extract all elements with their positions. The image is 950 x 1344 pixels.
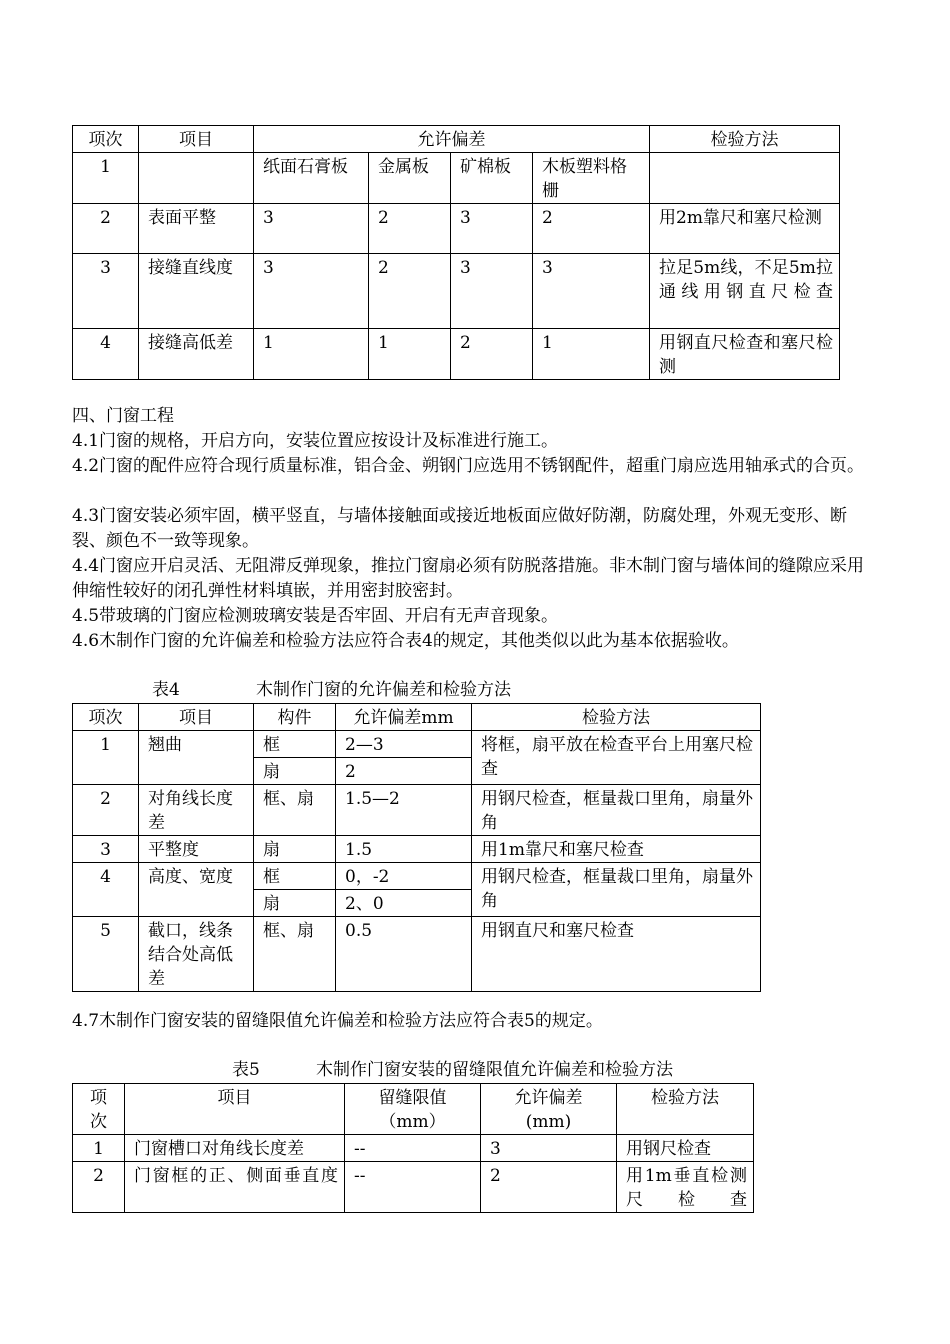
header-cell: 允许偏差mm (336, 704, 472, 731)
header-cell: 项目 (139, 126, 254, 153)
header-cell: 检验方法 (617, 1084, 754, 1135)
row-number: 3 (73, 254, 139, 329)
value-cell: 1 (369, 329, 451, 380)
value-cell: 2 (369, 204, 451, 254)
table-row (73, 1162, 754, 1213)
paragraph: 4.2门窗的配件应符合现行质量标准，铝合金、朔钢门应选用不锈钢配件，超重门扇应选用轴承式的合页。 (72, 456, 865, 476)
deviation-cell: 0，-2 (336, 863, 472, 890)
table-caption-title: 木制作门窗安装的留缝限值允许偏差和检验方法 (316, 1060, 673, 1080)
item-cell: 对角线长度差 (139, 785, 254, 836)
header-cell: 允许偏差 (254, 126, 650, 153)
row-number: 1 (73, 153, 139, 204)
item-cell: 门窗槽口对角线长度差 (125, 1135, 345, 1162)
part-cell: 框、扇 (254, 785, 336, 836)
table-row (73, 1135, 754, 1162)
header-cell: 项次 (73, 126, 139, 153)
table-caption-title: 木制作门窗的允许偏差和检验方法 (256, 680, 511, 700)
row-number: 1 (73, 731, 139, 785)
header-cell: 项次 (73, 1084, 125, 1135)
part-cell: 框 (254, 731, 336, 758)
part-cell: 扇 (254, 890, 336, 917)
table-row (73, 836, 761, 863)
method-cell: 用钢尺检查，框量裁口里角，扇量外角 (472, 785, 761, 836)
table-caption-number: 表4 (152, 680, 180, 700)
deviation-cell: 1.5—2 (336, 785, 472, 836)
method-cell: 拉足5m线，不足5m拉通线用钢直尺检查 (650, 254, 840, 329)
material-cell: 纸面石膏板 (254, 153, 369, 204)
value-cell: 2 (533, 204, 650, 254)
row-number: 4 (73, 329, 139, 380)
deviation-cell: 2、0 (336, 890, 472, 917)
gap-limit-table (72, 1083, 754, 1213)
value-cell: 1 (254, 329, 369, 380)
part-cell: 框、扇 (254, 917, 336, 992)
item-cell: 门窗框的正、侧面垂直度 (125, 1162, 345, 1213)
item-cell: 接缝高低差 (139, 329, 254, 380)
material-cell: 金属板 (369, 153, 451, 204)
material-cell: 矿棉板 (451, 153, 533, 204)
header-line: (mm) (525, 1112, 572, 1132)
paragraph: 4.4门窗应开启灵活、无阻滞反弹现象，推拉门窗扇必须有防脱落措施。非木制门窗与墙体间的缝隙应采用伸缩性较好的闭孔弹性材料填嵌，并用密封胶密封。 (72, 556, 865, 601)
header-cell: 项目 (125, 1084, 345, 1135)
part-cell: 扇 (254, 836, 336, 863)
limit-cell: -- (345, 1135, 481, 1162)
header-cell: 构件 (254, 704, 336, 731)
table-row (73, 204, 840, 254)
header-cell: 项目 (139, 704, 254, 731)
row-number: 4 (73, 863, 139, 917)
item-cell: 翘曲 (139, 731, 254, 785)
table-row (73, 917, 761, 992)
header-cell: 检验方法 (650, 126, 840, 153)
row-number: 3 (73, 836, 139, 863)
item-cell (139, 153, 254, 204)
deviation-cell: 2 (336, 758, 472, 785)
paragraph: 4.6木制作门窗的允许偏差和检验方法应符合表4的规定，其他类似以此为基本依据验收。 (72, 631, 739, 651)
item-cell: 表面平整 (139, 204, 254, 254)
table-header-row (73, 1084, 754, 1135)
method-cell: 用钢尺检查，框量裁口里角，扇量外角 (472, 863, 761, 917)
table-row (73, 731, 761, 758)
limit-cell: -- (345, 1162, 481, 1213)
method-cell: 用1m垂直检测尺检查 (617, 1162, 754, 1213)
value-cell: 1 (533, 329, 650, 380)
method-cell: 用2m靠尺和塞尺检测 (650, 204, 840, 254)
deviation-cell: 0.5 (336, 917, 472, 992)
method-cell: 用钢尺检查 (617, 1135, 754, 1162)
value-cell: 3 (254, 254, 369, 329)
tolerance-table-ceiling (72, 125, 840, 380)
deviation-cell: 3 (481, 1135, 617, 1162)
tolerance-table-wood-doors (72, 703, 761, 992)
method-cell: 用1m靠尺和塞尺检查 (472, 836, 761, 863)
row-number: 2 (73, 1162, 125, 1213)
table-header-row (73, 704, 761, 731)
table-header-row (73, 126, 840, 153)
value-cell: 2 (369, 254, 451, 329)
method-cell: 将框，扇平放在检查平台上用塞尺检查 (472, 731, 761, 785)
table-row (73, 329, 840, 380)
paragraph: 4.1门窗的规格，开启方向，安装位置应按设计及标准进行施工。 (72, 431, 559, 451)
deviation-cell: 2—3 (336, 731, 472, 758)
value-cell: 3 (533, 254, 650, 329)
deviation-cell: 2 (481, 1162, 617, 1213)
header-cell (345, 1084, 481, 1135)
method-cell (650, 153, 840, 204)
value-cell: 3 (451, 204, 533, 254)
deviation-cell: 1.5 (336, 836, 472, 863)
item-cell: 平整度 (139, 836, 254, 863)
material-cell: 木板塑料格栅 (533, 153, 650, 204)
table-row (73, 785, 761, 836)
method-cell: 用钢直尺检查和塞尺检测 (650, 329, 840, 380)
row-number: 1 (73, 1135, 125, 1162)
value-cell: 3 (254, 204, 369, 254)
paragraph: 4.7木制作门窗安装的留缝限值允许偏差和检验方法应符合表5的规定。 (72, 1011, 603, 1031)
part-cell: 框 (254, 863, 336, 890)
paragraph: 4.5带玻璃的门窗应检测玻璃安装是否牢固、开启有无声音现象。 (72, 606, 559, 626)
table-caption-number: 表5 (232, 1060, 260, 1080)
row-number: 2 (73, 204, 139, 254)
part-cell: 扇 (254, 758, 336, 785)
header-cell: 检验方法 (472, 704, 761, 731)
row-number: 5 (73, 917, 139, 992)
section-title: 四、门窗工程 (72, 406, 174, 426)
header-line: 留缝限值 (378, 1088, 447, 1108)
header-line: （mm） (379, 1112, 446, 1132)
item-cell: 截口，线条结合处高低差 (139, 917, 254, 992)
header-line: 允许偏差 (514, 1088, 583, 1108)
header-cell (481, 1084, 617, 1135)
table-row (73, 254, 840, 329)
value-cell: 2 (451, 329, 533, 380)
method-cell: 用钢直尺和塞尺检查 (472, 917, 761, 992)
table-row (73, 863, 761, 890)
value-cell: 3 (451, 254, 533, 329)
item-cell: 高度、宽度 (139, 863, 254, 917)
header-cell: 项次 (73, 704, 139, 731)
row-number: 2 (73, 785, 139, 836)
item-cell: 接缝直线度 (139, 254, 254, 329)
paragraph: 4.3门窗安装必须牢固，横平竖直，与墙体接触面或接近地板面应做好防潮，防腐处理，外观无变形、断裂、颜色不一致等现象。 (72, 506, 848, 551)
table-row (73, 153, 840, 204)
